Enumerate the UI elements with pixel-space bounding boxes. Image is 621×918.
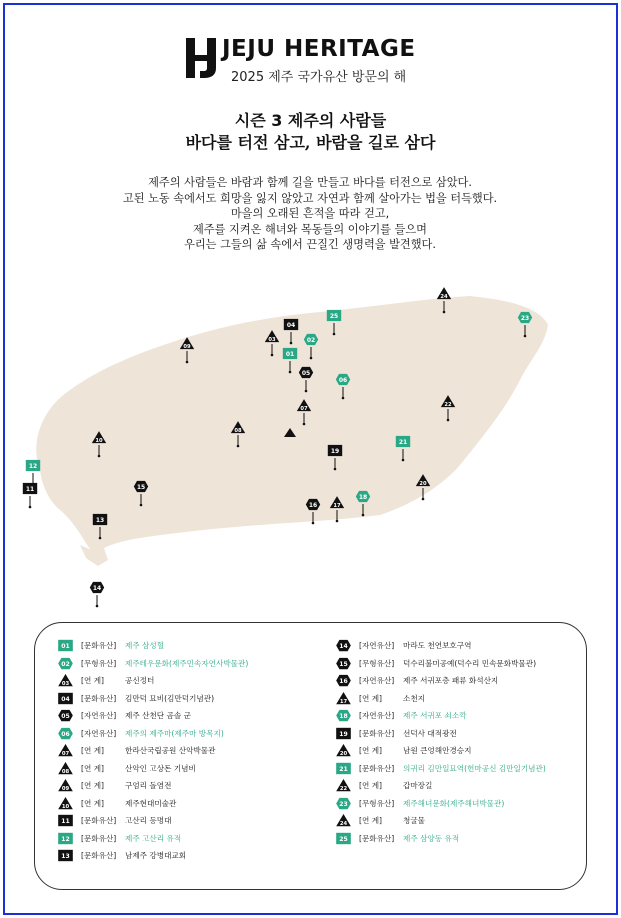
- legend-site-name: 제주 서귀포 쇠소깍: [403, 711, 467, 721]
- svg-text:16: 16: [339, 678, 348, 686]
- legend-item-25: [335, 830, 546, 848]
- legend-category: [연 계]: [81, 781, 105, 791]
- legend-item-02: [57, 655, 248, 673]
- legend-item-14: [335, 637, 546, 655]
- svg-text:10: 10: [95, 437, 103, 444]
- hexagon-marker-icon: [57, 727, 74, 740]
- svg-text:17: 17: [339, 698, 348, 705]
- legend-item-08: [57, 760, 248, 778]
- legend-site-name: 소천지: [403, 693, 426, 703]
- legend-site-name: 산악인 고상돈 기념비: [125, 763, 196, 773]
- legend-site-name: 남제주 강병대교회: [125, 851, 187, 861]
- triangle-marker-icon: [57, 797, 74, 810]
- legend-site-name: 청굴물: [403, 816, 426, 826]
- legend-item-06: [57, 725, 248, 743]
- legend-category: [연 계]: [81, 763, 105, 773]
- svg-text:12: 12: [28, 462, 38, 470]
- legend-category: [연 계]: [81, 746, 105, 756]
- legend-site-name: 제주 고산리 유적: [125, 833, 182, 843]
- legend-category: [자연유산]: [81, 728, 117, 738]
- svg-text:01: 01: [61, 643, 70, 651]
- jeju-island-map: [0, 280, 621, 610]
- hexagon-marker-icon: [57, 657, 74, 670]
- legend-site-name: 제주의 제주마(제주마 방목지): [125, 728, 224, 738]
- triangle-marker-icon: [335, 692, 352, 705]
- svg-text:06: 06: [61, 730, 70, 738]
- svg-text:04: 04: [286, 321, 296, 329]
- svg-text:20: 20: [419, 480, 427, 487]
- legend-category: [연 계]: [359, 816, 383, 826]
- svg-text:03: 03: [268, 336, 276, 343]
- legend-item-12: [57, 830, 248, 848]
- brand-title: JEJU HERITAGE: [222, 36, 416, 62]
- legend-item-13: [57, 847, 248, 865]
- svg-text:23: 23: [339, 800, 348, 808]
- svg-text:06: 06: [338, 376, 348, 384]
- svg-text:05: 05: [301, 369, 311, 377]
- svg-text:14: 14: [92, 584, 102, 592]
- svg-text:15: 15: [136, 483, 146, 491]
- legend-item-19: [335, 725, 546, 743]
- legend-item-22: [335, 777, 546, 795]
- hexagon-marker-icon: [335, 709, 352, 722]
- legend-item-16: [335, 672, 546, 690]
- svg-text:04: 04: [61, 695, 70, 703]
- legend-site-name: 제주현대미술관: [125, 798, 177, 808]
- triangle-marker-icon: [57, 744, 74, 757]
- map-marker-12[interactable]: [26, 460, 40, 485]
- legend-category: [연 계]: [81, 676, 105, 686]
- legend-category: [문화유산]: [81, 833, 117, 843]
- svg-text:11: 11: [61, 818, 70, 826]
- svg-text:07: 07: [61, 751, 70, 758]
- svg-text:18: 18: [339, 713, 348, 721]
- square-marker-icon: [57, 849, 74, 862]
- legend-category: [자연유산]: [359, 711, 395, 721]
- legend-site-name: 한라산국립공원 산악박물관: [125, 746, 216, 756]
- legend-item-11: [57, 812, 248, 830]
- legend-site-name: 갑마장길: [403, 781, 433, 791]
- legend-site-name: 구엄리 돌염전: [125, 781, 172, 791]
- svg-text:09: 09: [183, 343, 191, 350]
- legend-category: [문화유산]: [81, 641, 117, 651]
- legend-category: [자연유산]: [359, 676, 395, 686]
- island-landmass: [36, 293, 548, 555]
- intro-line: 우리는 그들의 삶 속에서 끈질긴 생명력을 발견했다.: [184, 238, 436, 251]
- intro-line: 마을의 오래된 흔적을 따라 걷고,: [230, 207, 390, 220]
- svg-text:19: 19: [330, 447, 340, 455]
- square-marker-icon: [57, 832, 74, 845]
- svg-text:02: 02: [61, 660, 70, 668]
- legend-item-17: [335, 690, 546, 708]
- intro-text: [60, 175, 560, 253]
- legend-item-23: [335, 795, 546, 813]
- legend-column-left: [57, 637, 248, 865]
- svg-text:25: 25: [339, 835, 348, 843]
- svg-text:01: 01: [285, 350, 295, 358]
- square-marker-icon: [335, 762, 352, 775]
- svg-text:23: 23: [520, 314, 530, 322]
- legend-site-name: 제주해녀문화(제주해녀박물관): [403, 798, 505, 808]
- hexagon-marker-icon: [335, 657, 352, 670]
- legend-category: [연 계]: [359, 781, 383, 791]
- svg-text:13: 13: [95, 516, 105, 524]
- square-marker-icon: [57, 639, 74, 652]
- intro-line: 고된 노동 속에서도 희망을 잃지 않았고 자연과 함께 살아가는 법을 터득했다.: [122, 191, 498, 205]
- svg-text:22: 22: [339, 786, 348, 793]
- legend-item-21: [335, 760, 546, 778]
- legend-site-name: 마라도 천연보호구역: [403, 641, 472, 651]
- legend-site-name: 제주 삼성혈: [125, 641, 165, 651]
- intro-line: 제주를 지켜온 해녀와 목동들의 이야기를 들으며: [193, 222, 427, 236]
- svg-text:24: 24: [339, 821, 348, 828]
- legend-site-name: 공신정터: [125, 676, 155, 686]
- legend-category: [연 계]: [359, 746, 383, 756]
- legend-item-20: [335, 742, 546, 760]
- hexagon-marker-icon: [335, 639, 352, 652]
- triangle-marker-icon: [57, 779, 74, 792]
- square-marker-icon: [57, 814, 74, 827]
- season-subtitle: 바다를 터전 삼고, 바람을 길로 삼다: [185, 133, 436, 152]
- hexagon-marker-icon: [335, 674, 352, 687]
- legend-item-03: [57, 672, 248, 690]
- legend-item-04: [57, 690, 248, 708]
- svg-text:20: 20: [339, 751, 348, 758]
- legend-category: [자연유산]: [359, 641, 395, 651]
- legend-category: [자연유산]: [81, 711, 117, 721]
- triangle-marker-icon: [335, 779, 352, 792]
- svg-text:08: 08: [61, 768, 70, 775]
- map-marker-14[interactable]: [90, 582, 104, 607]
- svg-text:12: 12: [61, 835, 70, 843]
- hexagon-marker-icon: [57, 709, 74, 722]
- legend-item-07: [57, 742, 248, 760]
- svg-text:08: 08: [234, 427, 242, 434]
- legend-site-name: 제주 삼양동 유적: [403, 833, 460, 843]
- legend-item-01: [57, 637, 248, 655]
- svg-text:19: 19: [339, 730, 348, 738]
- legend-column-right: [335, 637, 546, 847]
- legend-category: [문화유산]: [81, 693, 117, 703]
- legend-category: [무형유산]: [359, 798, 395, 808]
- svg-text:13: 13: [61, 853, 70, 861]
- triangle-marker-icon: [335, 814, 352, 827]
- legend-category: [문화유산]: [359, 728, 395, 738]
- legend-site-name: 남원 큰엉해안경승지: [403, 746, 472, 756]
- hexagon-marker-icon: [335, 797, 352, 810]
- svg-text:16: 16: [308, 501, 318, 509]
- svg-text:05: 05: [61, 713, 70, 721]
- triangle-marker-icon: [57, 762, 74, 775]
- square-marker-icon: [335, 727, 352, 740]
- legend-category: [연 계]: [81, 798, 105, 808]
- square-marker-icon: [335, 832, 352, 845]
- legend-category: [연 계]: [359, 693, 383, 703]
- svg-text:22: 22: [444, 401, 452, 408]
- legend-category: [문화유산]: [359, 763, 395, 773]
- svg-text:24: 24: [440, 293, 448, 300]
- legend-site-name: 제주 산천단 곰솔 군: [125, 711, 191, 721]
- svg-text:15: 15: [339, 660, 348, 668]
- svg-text:14: 14: [339, 643, 348, 651]
- legend-site-name: 선덕사 대적광전: [403, 728, 457, 738]
- jeju-heritage-logo-icon: [186, 38, 216, 78]
- season-title: 시즌 3 제주의 사람들: [234, 111, 387, 130]
- legend-item-15: [335, 655, 546, 673]
- svg-text:25: 25: [329, 312, 339, 320]
- legend-site-name: 고산리 등명대: [125, 816, 172, 826]
- legend-site-name: 의귀리 김만일묘역(헌마공신 김만일기념관): [403, 763, 546, 773]
- legend-item-05: [57, 707, 248, 725]
- legend-category: [문화유산]: [81, 851, 117, 861]
- brand-tagline: 2025 제주 국가유산 방문의 해: [231, 70, 407, 85]
- legend-panel: [34, 622, 587, 890]
- legend-category: [문화유산]: [81, 816, 117, 826]
- svg-text:21: 21: [339, 765, 348, 773]
- legend-item-10: [57, 795, 248, 813]
- square-marker-icon: [57, 692, 74, 705]
- legend-category: [문화유산]: [359, 833, 395, 843]
- svg-text:09: 09: [61, 786, 70, 793]
- svg-text:11: 11: [25, 485, 35, 493]
- svg-text:03: 03: [61, 681, 70, 688]
- legend-site-name: 김만덕 묘비(김만덕기념관): [125, 693, 215, 703]
- legend-item-24: [335, 812, 546, 830]
- intro-line: 제주의 사람들은 바람과 함께 길을 만들고 바다를 터전으로 삼았다.: [148, 176, 472, 189]
- legend-item-09: [57, 777, 248, 795]
- triangle-marker-icon: [57, 674, 74, 687]
- svg-text:07: 07: [300, 405, 308, 412]
- legend-site-name: 제주테우문화(제주민속자연사박물관): [125, 658, 249, 668]
- legend-category: [무형유산]: [81, 658, 117, 668]
- svg-text:02: 02: [306, 336, 316, 344]
- legend-category: [무형유산]: [359, 658, 395, 668]
- svg-text:10: 10: [61, 803, 70, 810]
- svg-text:18: 18: [358, 493, 368, 501]
- map-marker-11[interactable]: [23, 483, 37, 508]
- legend-site-name: 제주 서귀포층 패류 화석산지: [403, 676, 499, 686]
- svg-text:17: 17: [333, 502, 341, 509]
- legend-site-name: 덕수리불미공예(덕수리 민속문화박물관): [403, 658, 537, 668]
- triangle-marker-icon: [335, 744, 352, 757]
- svg-text:21: 21: [398, 438, 408, 446]
- legend-item-18: [335, 707, 546, 725]
